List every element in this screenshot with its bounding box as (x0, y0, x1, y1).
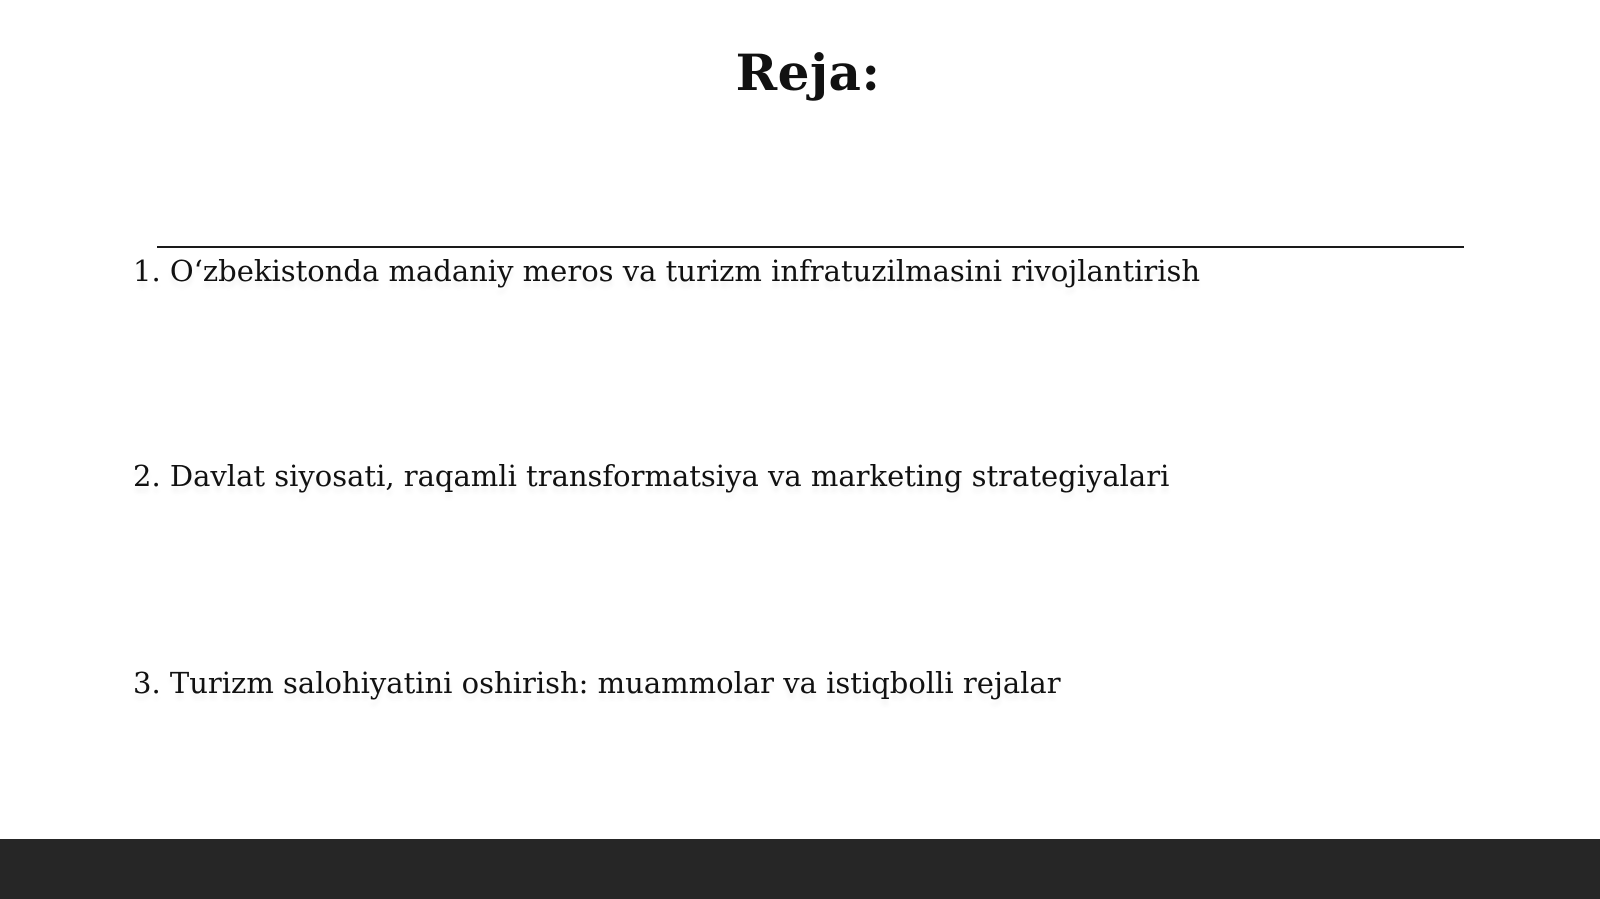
footer-bar (0, 839, 1600, 899)
plan-item-1: 1. O‘zbekistonda madaniy meros va turizm infratuzilmasini rivojlantirish (133, 254, 1201, 288)
plan-item-3: 3. Turizm salohiyatini oshirish: muammolar va istiqbolli rejalar (133, 666, 1061, 700)
title-divider (157, 246, 1464, 248)
plan-item-2: 2. Davlat siyosati, raqamli transformatsiya va marketing strategiyalari (133, 459, 1170, 493)
slide-title: Reja: (735, 43, 881, 102)
